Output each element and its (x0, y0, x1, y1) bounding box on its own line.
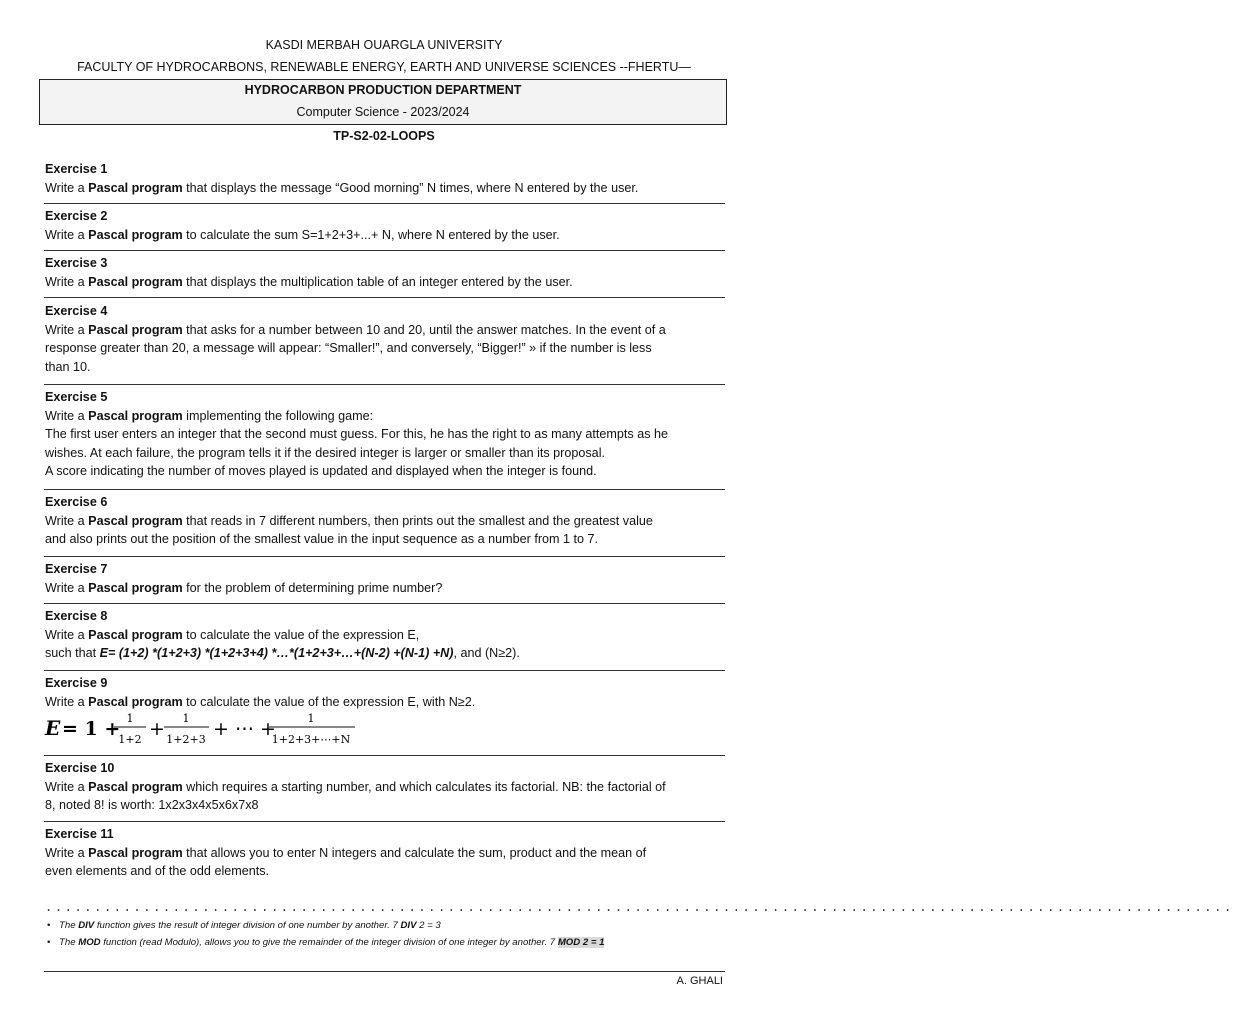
exercise-title: Exercise 9 (45, 676, 108, 690)
svg-text:1+2+3: 1+2+3 (166, 733, 206, 746)
dotted-separator: ......................................................................................................................... (45, 900, 1234, 914)
note-div: • The DIV function gives the result of integer division of one number by another. 7 DIV 2 = 3 (47, 920, 441, 931)
exercise-6: Exercise 6 Write a Pascal program that reads in 7 different numbers, then prints out the smallest and the greatest value and also prints out the position of the smallest value in the input sequence as a number from 1 to 7. (45, 493, 725, 549)
course-name: Computer Science - 2023/2024 (296, 105, 470, 119)
exercise-text-line: even elements and of the odd elements. (45, 864, 270, 879)
bullet-icon: • (47, 920, 51, 931)
bullet-icon: • (47, 937, 51, 948)
divider (44, 670, 725, 671)
exercise-text: that allows you to enter N integers and calculate the sum, product and the mean of (186, 845, 647, 860)
divider (44, 297, 725, 298)
exercise-text: that displays the multiplication table of an integer entered by the user. (186, 274, 573, 289)
exercise-text: that displays the message “Good morning” N times, where N entered by the user. (186, 180, 639, 195)
svg-text:1: 1 (126, 712, 134, 725)
svg-text:1+2+3+⋯+N: 1+2+3+⋯+N (271, 733, 351, 746)
exercise-4: Exercise 4 Write a Pascal program that asks for a number between 10 and 20, until the answer matches. In the event of a response greater than 20, a message will appear: “Smaller!”, and conversely, “Bigger!” » if the number is less than 10. (45, 302, 725, 376)
exercise-text: to calculate the value of the expression E, (186, 627, 420, 642)
exercise-1: Exercise 1 Write a Pascal program that displays the message “Good morning” N times, where N entered by the user. (45, 160, 725, 197)
divider (44, 556, 725, 557)
exercise-title: Exercise 6 (45, 495, 108, 509)
divider (44, 603, 725, 604)
university-name: KASDI MERBAH OUARGLA UNIVERSITY (265, 38, 503, 52)
exercise-title: Exercise 4 (45, 304, 108, 318)
divider (44, 489, 725, 490)
formula-lhs: E (45, 716, 61, 740)
exercise-9: Exercise 9 Write a Pascal program to calculate the value of the expression E, with N≥2. (45, 674, 725, 711)
divider (44, 250, 725, 251)
exercise-text-line: response greater than 20, a message will appear: “Smaller!”, and conversely, “Bigger!” » if the number is less (45, 341, 652, 356)
exercise-text: for the problem of determining prime number? (186, 580, 443, 595)
exercise-text: that asks for a number between 10 and 20, until the answer matches. In the event of a (186, 322, 666, 337)
exercise-7: Exercise 7 Write a Pascal program for the problem of determining prime number? (45, 560, 725, 597)
exercise-text: to calculate the sum S=1+2+3+...+ N, where N entered by the user. (186, 227, 560, 242)
exercise-text-line: than 10. (45, 359, 91, 374)
divider (44, 203, 725, 204)
footer-divider (44, 971, 725, 972)
exercise-title: Exercise 5 (45, 390, 108, 404)
svg-text:1: 1 (307, 712, 315, 725)
department-box (39, 79, 727, 125)
exercise-11: Exercise 11 Write a Pascal program that allows you to enter N integers and calculate the sum, product and the mean of even elements and of the odd elements. (45, 825, 725, 881)
exercise-title: Exercise 11 (45, 827, 114, 841)
svg-text:+ ⋯ +: + ⋯ + (213, 718, 276, 740)
exercise-10: Exercise 10 Write a Pascal program which requires a starting number, and which calculates its factorial. NB: the factorial of 8, noted 8! is worth: 1x2x3x4x5x6x7x8 (45, 759, 725, 815)
divider (44, 821, 725, 822)
department-name: HYDROCARBON PRODUCTION DEPARTMENT (244, 83, 522, 97)
svg-text:1+2: 1+2 (118, 733, 142, 746)
exercise-text-line: wishes. At each failure, the program tells it if the desired integer is larger or smaller than its proposal. (45, 445, 605, 460)
exercise-text-line: The first user enters an integer that the second must guess. For this, he has the right to as many attempts as he (45, 427, 669, 442)
exercise-text-line: and also prints out the position of the smallest value in the input sequence as a number from 1 to 7. (45, 532, 599, 547)
formula-eq: = 1 + (62, 718, 121, 740)
exercise-text: implementing the following game: (186, 408, 374, 423)
svg-text:1: 1 (182, 712, 190, 725)
divider (44, 384, 725, 385)
expression-e: E= (1+2) *(1+2+3) *(1+2+3+4) *…*(1+2+3+…+(N-2) +(N-1) +N) (99, 646, 454, 661)
exercise-title: Exercise 3 (45, 256, 108, 270)
exercise-text: which requires a starting number, and which calculates its factorial. NB: the factorial of (186, 779, 666, 794)
exercise-5: Exercise 5 Write a Pascal program implementing the following game: The first user enters an integer that the second must guess. For this, he has the right to as many attempts as he wishes. At each failure, the program tells it if the desired integer is larger or smaller than its proposal. A score indicating the number of moves played is updated and displayed when the integer is found. (45, 388, 725, 481)
exercise-title: Exercise 1 (45, 162, 108, 176)
tp-title: TP-S2-02-LOOPS (333, 129, 435, 143)
exercise-text: that reads in 7 different numbers, then prints out the smallest and the greatest value (186, 513, 653, 528)
exercise-title: Exercise 8 (45, 609, 108, 623)
exercise-3: Exercise 3 Write a Pascal program that displays the multiplication table of an integer entered by the user. (45, 254, 725, 291)
exercise-text-line: 8, noted 8! is worth: 1x2x3x4x5x6x7x8 (45, 798, 259, 813)
exercise-title: Exercise 2 (45, 209, 108, 223)
exercise-2: Exercise 2 Write a Pascal program to calculate the sum S=1+2+3+...+ N, where N entered by the user. (45, 207, 725, 244)
exercise-text: to calculate the value of the expression E, with N≥2. (186, 694, 476, 709)
faculty-name: FACULTY OF HYDROCARBONS, RENEWABLE ENERGY, EARTH AND UNIVERSE SCIENCES --FHERTU— (77, 60, 691, 74)
exercise-8: Exercise 8 Write a Pascal program to calculate the value of the expression E, such that E= (1+2) *(1+2+3) *(1+2+3+4) *…*(1+2+3+…+(N-2) +(N-1) +N), and (N≥2). (45, 607, 725, 663)
divider (44, 755, 725, 756)
exercise-text-line: A score indicating the number of moves played is updated and displayed when the integer is found. (45, 464, 597, 479)
exercise-title: Exercise 7 (45, 562, 108, 576)
author-name: A. GHALI (676, 975, 723, 987)
svg-text:+: + (149, 718, 165, 740)
exercise-title: Exercise 10 (45, 761, 115, 775)
formula-e (45, 708, 465, 750)
note-mod: • The MOD function (read Modulo), allows you to give the remainder of the integer division of one integer by another. 7 MOD 2 = 1 (47, 937, 605, 948)
